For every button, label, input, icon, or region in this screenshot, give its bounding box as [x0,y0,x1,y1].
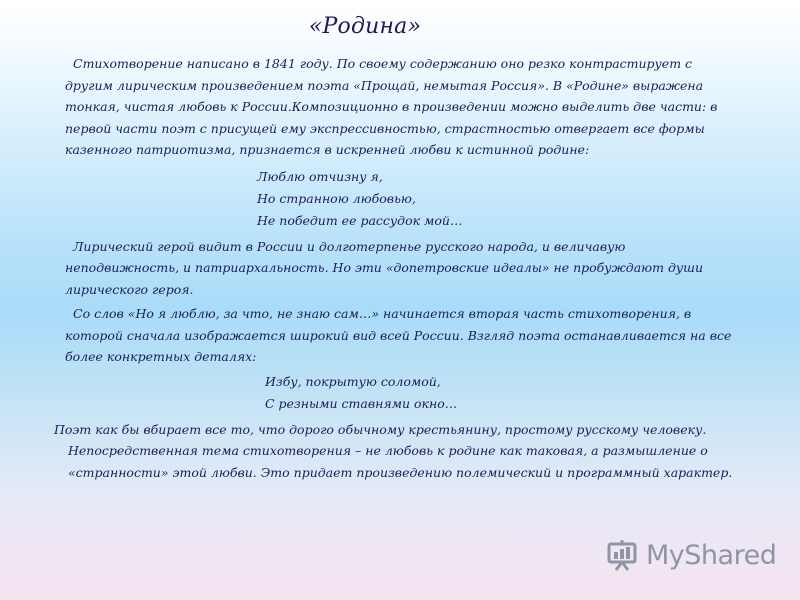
watermark-text: MyShared [646,539,777,571]
verse-line: Не победит ее рассудок мой… [257,212,463,228]
verse-quote-1 [62,166,738,232]
verse-line: С резными ставнями окно… [265,395,458,411]
paragraph-conclusion-rest: Непосредственная тема стихотворения – не любовь к родине как таковая, а размышление о «странности» этой любви. Это придает произведению полемический и программный характер. [68,443,733,480]
presentation-board-icon [606,538,640,572]
watermark-logo [606,537,776,573]
slide-title: «Родина» [308,14,422,39]
paragraph-intro: Стихотворение написано в 1841 году. По своему содержанию оно резко контрастирует с другим лирическим произведением поэта «Прощай, немытая Россия». В «Родине» выражена тонкая, чистая любовь к России.Композиционно в произведении можно выделить две части: в первой части поэт с присущей ему экспрессивностью, страстностью отвергает все формы казенного патриотизма, признается в искренней любви к истинной родине: [65,56,718,157]
verse-quote-2 [62,371,738,415]
paragraph-conclusion-line-1: Поэт как бы вбирает все то, что дорого обычному крестьянину, простому русскому человеку. [54,421,707,437]
paragraph-lyrical-hero: Лирический герой видит в России и долготерпенье русского народа, и величавую неподвижность, и патриархальность. Но эти «допетровские идеалы» не пробуждают души лирического героя. [65,238,704,297]
verse-line: Избу, покрытую соломой, [265,373,441,389]
verse-line: Люблю отчизну я, [257,168,383,184]
slide-body [54,53,738,486]
paragraph-second-part: Со слов «Но я люблю, за что, не знаю сам…» начинается вторая часть стихотворения, в которой сначала изображается широкий вид всей России. Взгляд поэта останавливается на все более конкретных деталях: [65,306,732,364]
paragraph-conclusion [54,419,738,484]
verse-line: Но странною любовью, [257,190,416,206]
